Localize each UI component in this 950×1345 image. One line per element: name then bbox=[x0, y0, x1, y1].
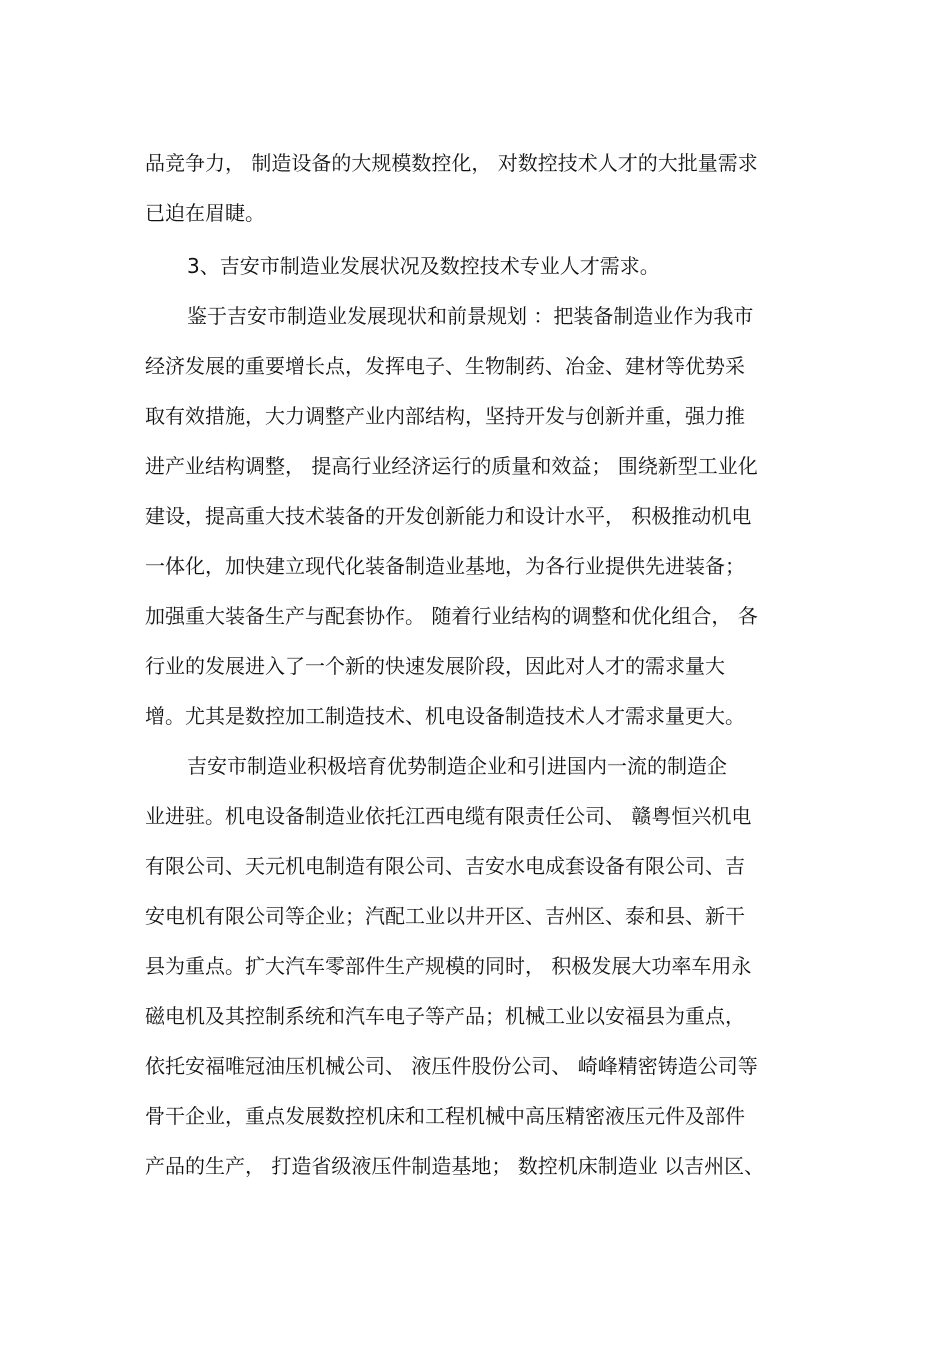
text-line: 鉴于吉安市制造业发展现状和前景规划 ：把装备制造业作为我市 bbox=[187, 304, 754, 328]
text-line: 已迫在眉睫。 bbox=[145, 201, 265, 225]
text-line: 县为重点。扩大汽车零部件生产规模的同时， 积极发展大功率车用永 bbox=[145, 954, 752, 978]
text-line: 骨干企业，重点发展数控机床和工程机械中高压精密液压元件及部件 bbox=[145, 1104, 745, 1128]
text-line: 取有效措施，大力调整产业内部结构，坚持开发与创新并重，强力推 bbox=[145, 404, 745, 428]
text-line: 磁电机及其控制系统和汽车电子等产品；机械工业以安福县为重点， bbox=[145, 1004, 745, 1028]
text-line: 安电机有限公司等企业；汽配工业以井开区、吉州区、泰和县、新干 bbox=[145, 904, 745, 928]
text-line: 品竞争力， 制造设备的大规模数控化， 对数控技术人才的大批量需求 bbox=[145, 151, 758, 175]
text-line: 有限公司、天元机电制造有限公司、吉安水电成套设备有限公司、吉 bbox=[145, 854, 745, 878]
text-line: 一体化，加快建立现代化装备制造业基地，为各行业提供先进装备； bbox=[145, 554, 745, 578]
text-line: 业进驻。机电设备制造业依托江西电缆有限责任公司、 赣粤恒兴机电 bbox=[145, 804, 752, 828]
text-line: 依托安福唯冠油压机械公司、 液压件股份公司、 崎峰精密铸造公司等 bbox=[145, 1054, 758, 1078]
text-line: 加强重大装备生产与配套协作。 随着行业结构的调整和优化组合， 各 bbox=[145, 604, 758, 628]
section-heading: 3、吉安市制造业发展状况及数控技术专业人才需求。 bbox=[187, 254, 660, 278]
text-line: 建设，提高重大技术装备的开发创新能力和设计水平， 积极推动机电 bbox=[145, 504, 752, 528]
text-line: 产品的生产， 打造省级液压件制造基地； 数控机床制造业 以吉州区、 bbox=[145, 1154, 765, 1178]
text-line: 经济发展的重要增长点，发挥电子、生物制药、冶金、建材等优势采 bbox=[145, 354, 745, 378]
text-line: 吉安市制造业积极培育优势制造企业和引进国内一流的制造企 bbox=[187, 754, 727, 778]
text-line: 行业的发展进入了一个新的快速发展阶段，因此对人才的需求量大 bbox=[145, 654, 725, 678]
text-line: 进产业结构调整， 提高行业经济运行的质量和效益； 围绕新型工业化 bbox=[145, 454, 758, 478]
text-line: 增。尤其是数控加工制造技术、机电设备制造技术人才需求量更大。 bbox=[145, 704, 745, 728]
